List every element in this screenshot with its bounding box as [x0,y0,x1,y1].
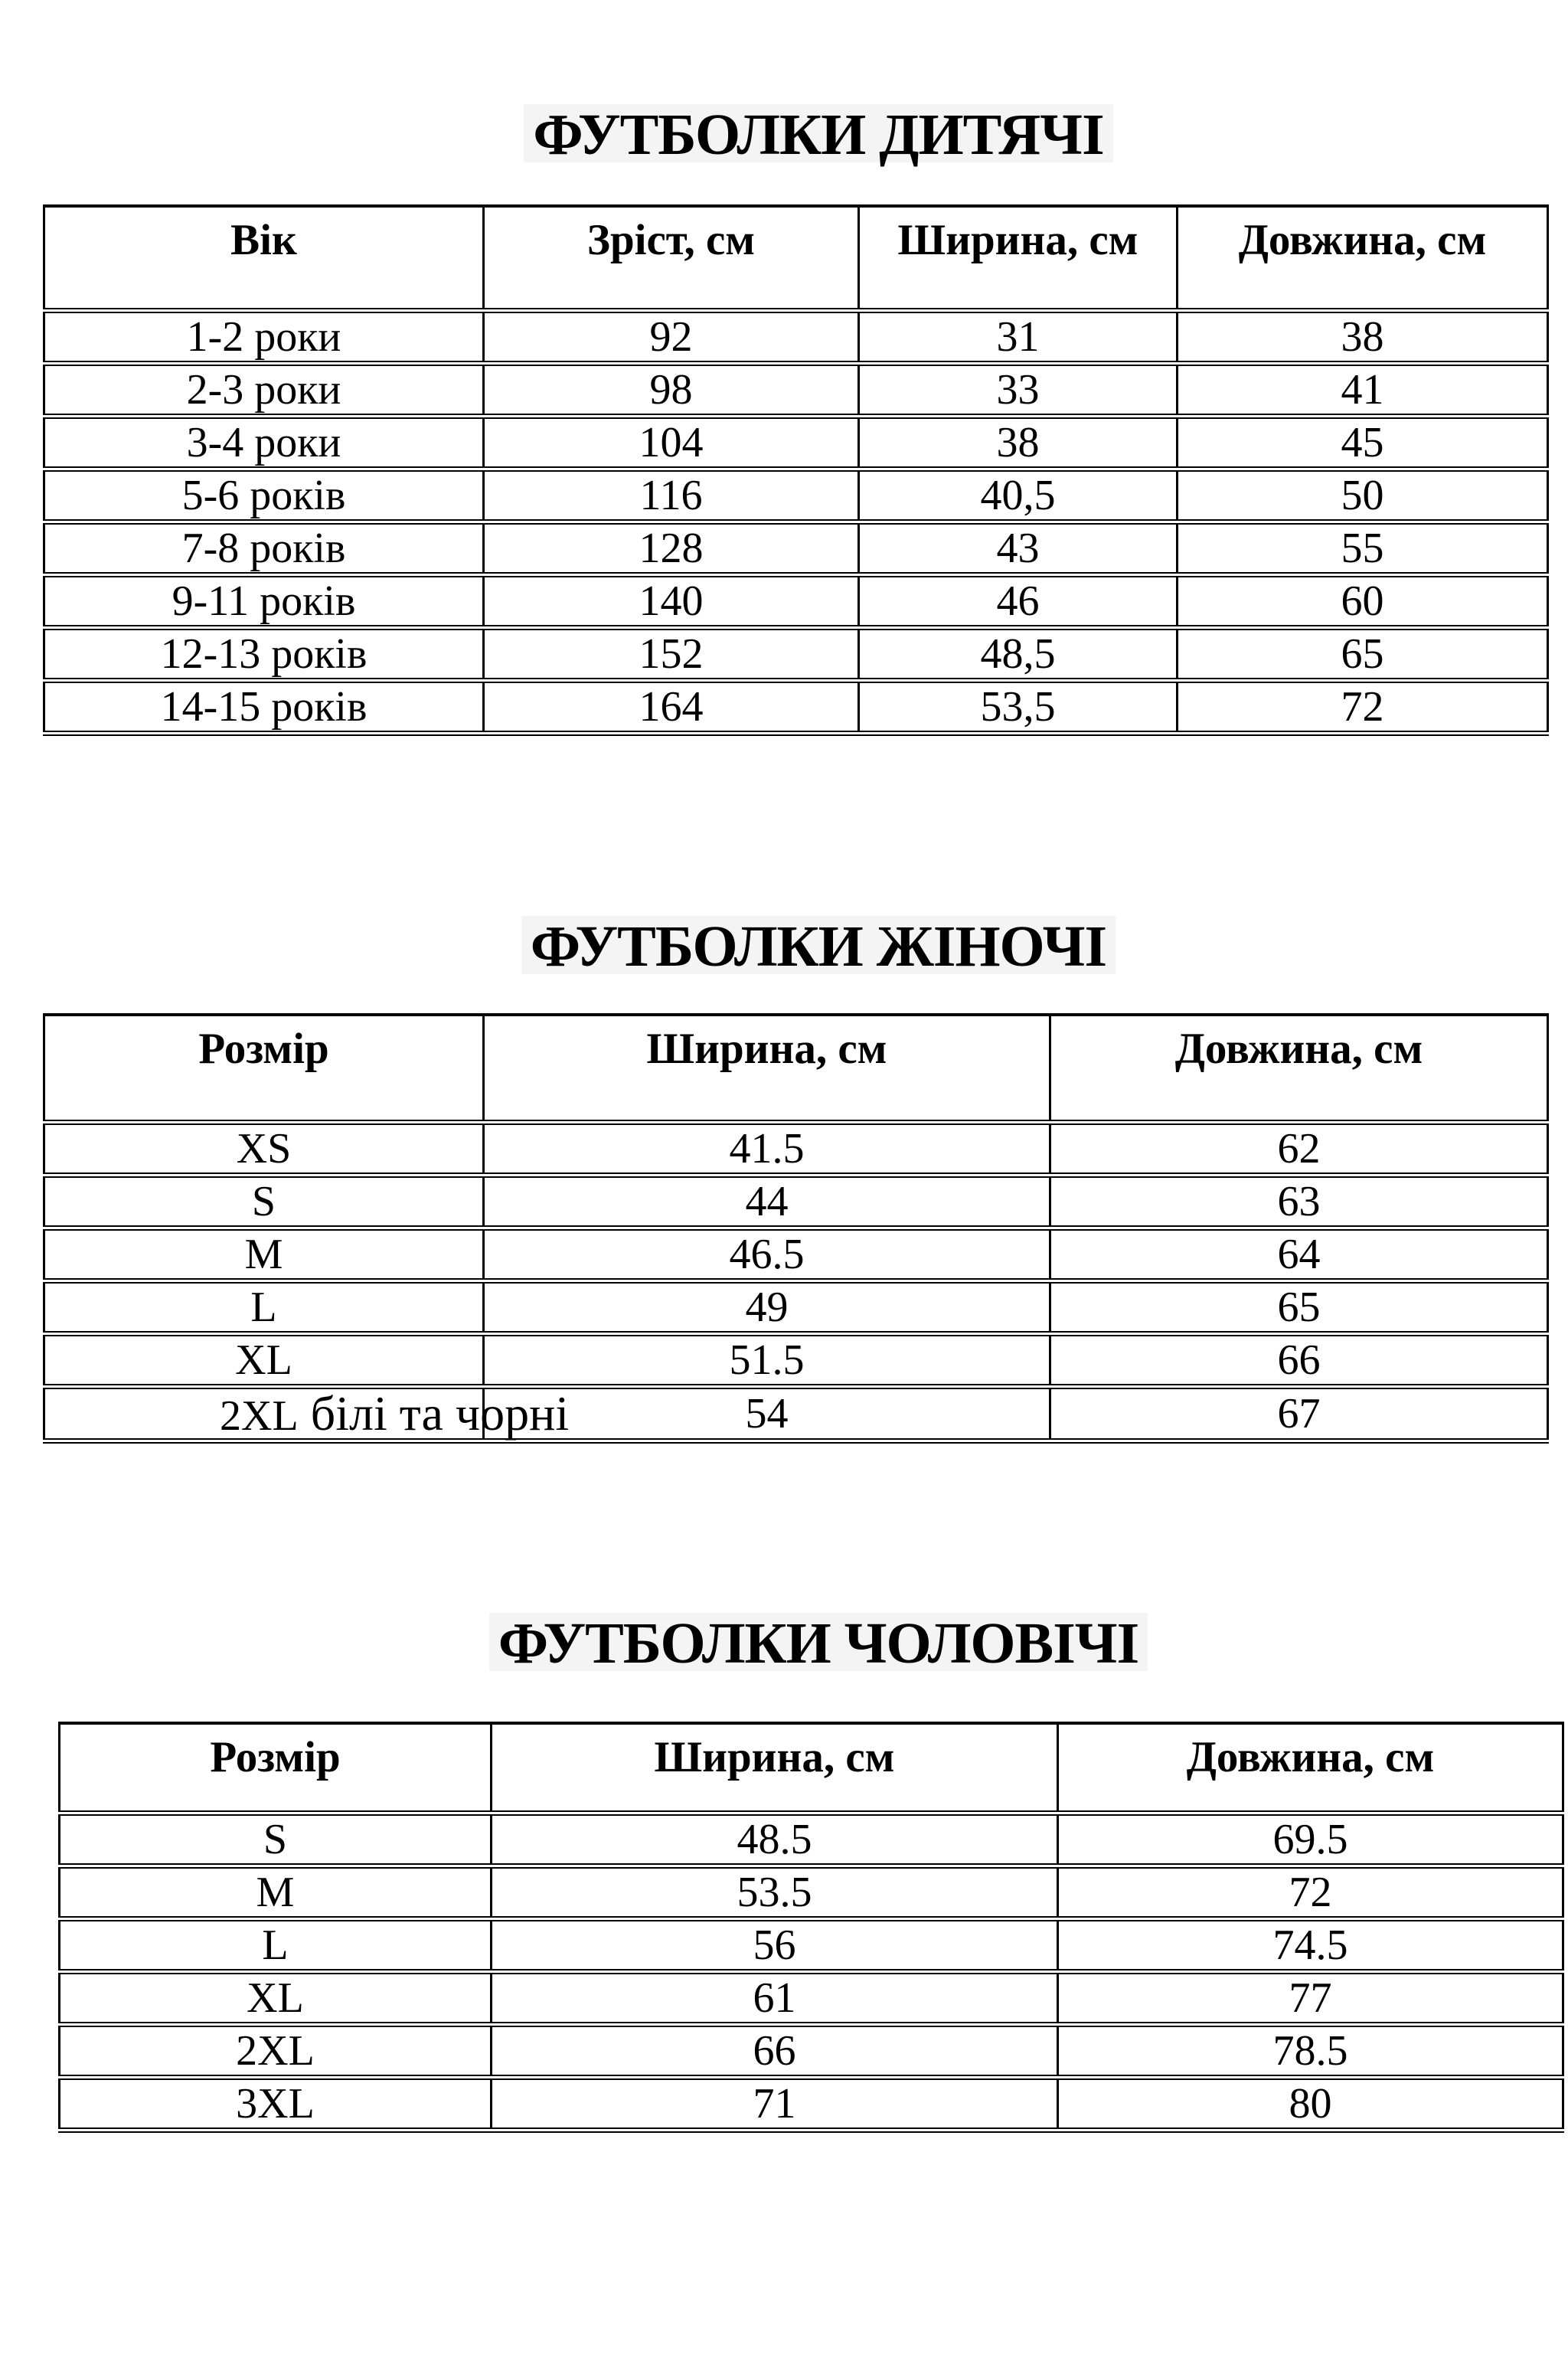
length-cell: 69.5 [1058,1813,1563,1866]
length-cell: 77 [1058,1971,1563,2024]
section-children [43,103,1547,167]
size-cell: 3XL [60,2077,492,2130]
length-cell: 80 [1058,2077,1563,2130]
width-cell: 48,5 [859,627,1178,680]
women-sizes-table [43,1013,1549,1444]
column-header-width: Ширина, см [492,1723,1058,1813]
length-cell: 72 [1058,1866,1563,1918]
section-title-men: ФУТБОЛКИ ЧОЛОВІЧІ [489,1613,1148,1671]
size-cell: L [60,1918,492,1971]
column-header-age: Вік [44,206,484,310]
width-cell: 48.5 [492,1813,1058,1866]
height-cell: 116 [484,469,859,522]
width-cell: 41.5 [484,1122,1050,1175]
table-row [60,2077,1563,2130]
table-row [44,680,1548,733]
age-cell: 3-4 роки [44,416,484,469]
table-header-row [44,206,1548,310]
width-cell: 38 [859,416,1178,469]
color-note: білі та чорні [310,1385,570,1441]
table-row [44,1175,1548,1228]
height-cell: 104 [484,416,859,469]
table-row [44,310,1548,363]
length-cell: 55 [1178,522,1548,574]
width-cell: 71 [492,2077,1058,2130]
section-women [43,914,1547,979]
width-cell: 53.5 [492,1866,1058,1918]
age-cell: 5-6 років [44,469,484,522]
size-label: 2XL [220,1392,299,1440]
height-cell: 128 [484,522,859,574]
height-cell: 152 [484,627,859,680]
column-header-width: Ширина, см [859,206,1178,310]
column-header-width: Ширина, см [484,1015,1050,1122]
table-row [44,1280,1548,1333]
column-header-length: Довжина, см [1058,1723,1563,1813]
column-header-length: Довжина, см [1178,206,1548,310]
column-header-height: Зріст, см [484,206,859,310]
table-row [44,522,1548,574]
section-title-children: ФУТБОЛКИ ДИТЯЧІ [524,104,1112,162]
section-title-women: ФУТБОЛКИ ЖІНОЧІ [521,916,1116,974]
length-cell: 62 [1050,1122,1548,1175]
column-header-size: Розмір [60,1723,492,1813]
size-cell: XL [60,1971,492,2024]
length-cell: 72 [1178,680,1548,733]
age-cell: 14-15 років [44,680,484,733]
width-cell: 46 [859,574,1178,627]
size-cell: M [60,1866,492,1918]
width-cell: 40,5 [859,469,1178,522]
length-cell: 66 [1050,1333,1548,1386]
table-row [44,574,1548,627]
table-row [44,416,1548,469]
age-cell: 7-8 років [44,522,484,574]
width-cell: 43 [859,522,1178,574]
height-cell: 92 [484,310,859,363]
column-header-length: Довжина, см [1050,1015,1548,1122]
children-sizes-table [43,204,1549,736]
width-cell: 61 [492,1971,1058,2024]
height-cell: 140 [484,574,859,627]
table-row [44,1386,1548,1441]
table-row [44,627,1548,680]
length-cell: 78.5 [1058,2024,1563,2077]
age-cell: 9-11 років [44,574,484,627]
height-cell: 98 [484,363,859,416]
table-row [44,1228,1548,1280]
size-cell: XS [44,1122,484,1175]
width-cell: 53,5 [859,680,1178,733]
length-cell: 74.5 [1058,1918,1563,1971]
table-row [60,1918,1563,1971]
table-row [60,2024,1563,2077]
width-cell: 66 [492,2024,1058,2077]
length-cell: 50 [1178,469,1548,522]
table-row [44,1122,1548,1175]
size-cell: S [60,1813,492,1866]
length-cell: 45 [1178,416,1548,469]
table-row [60,1971,1563,2024]
table-row [44,363,1548,416]
width-cell: 46.5 [484,1228,1050,1280]
width-cell: 33 [859,363,1178,416]
men-sizes-table [58,1722,1564,2133]
size-cell: S [44,1175,484,1228]
width-cell: 56 [492,1918,1058,1971]
table-row [44,469,1548,522]
length-cell: 64 [1050,1228,1548,1280]
length-cell: 60 [1178,574,1548,627]
size-cell: 2XL [60,2024,492,2077]
table-header-row [44,1015,1548,1122]
age-cell: 2-3 роки [44,363,484,416]
size-cell: L [44,1280,484,1333]
width-cell: 31 [859,310,1178,363]
width-cell: 51.5 [484,1333,1050,1386]
width-cell: 54 [484,1386,1050,1441]
column-header-size: Розмір [44,1015,484,1122]
age-cell: 12-13 років [44,627,484,680]
age-cell: 1-2 роки [44,310,484,363]
section-men [43,1611,1547,1676]
width-cell: 49 [484,1280,1050,1333]
length-cell: 67 [1050,1386,1548,1441]
length-cell: 38 [1178,310,1548,363]
length-cell: 65 [1178,627,1548,680]
size-cell: M [44,1228,484,1280]
size-cell-with-note [44,1385,570,1441]
width-cell: 44 [484,1175,1050,1228]
size-cell: XL [44,1333,484,1386]
table-row [44,1333,1548,1386]
table-header-row [60,1723,1563,1813]
table-row [60,1813,1563,1866]
table-row [60,1866,1563,1918]
length-cell: 63 [1050,1175,1548,1228]
height-cell: 164 [484,680,859,733]
length-cell: 41 [1178,363,1548,416]
length-cell: 65 [1050,1280,1548,1333]
